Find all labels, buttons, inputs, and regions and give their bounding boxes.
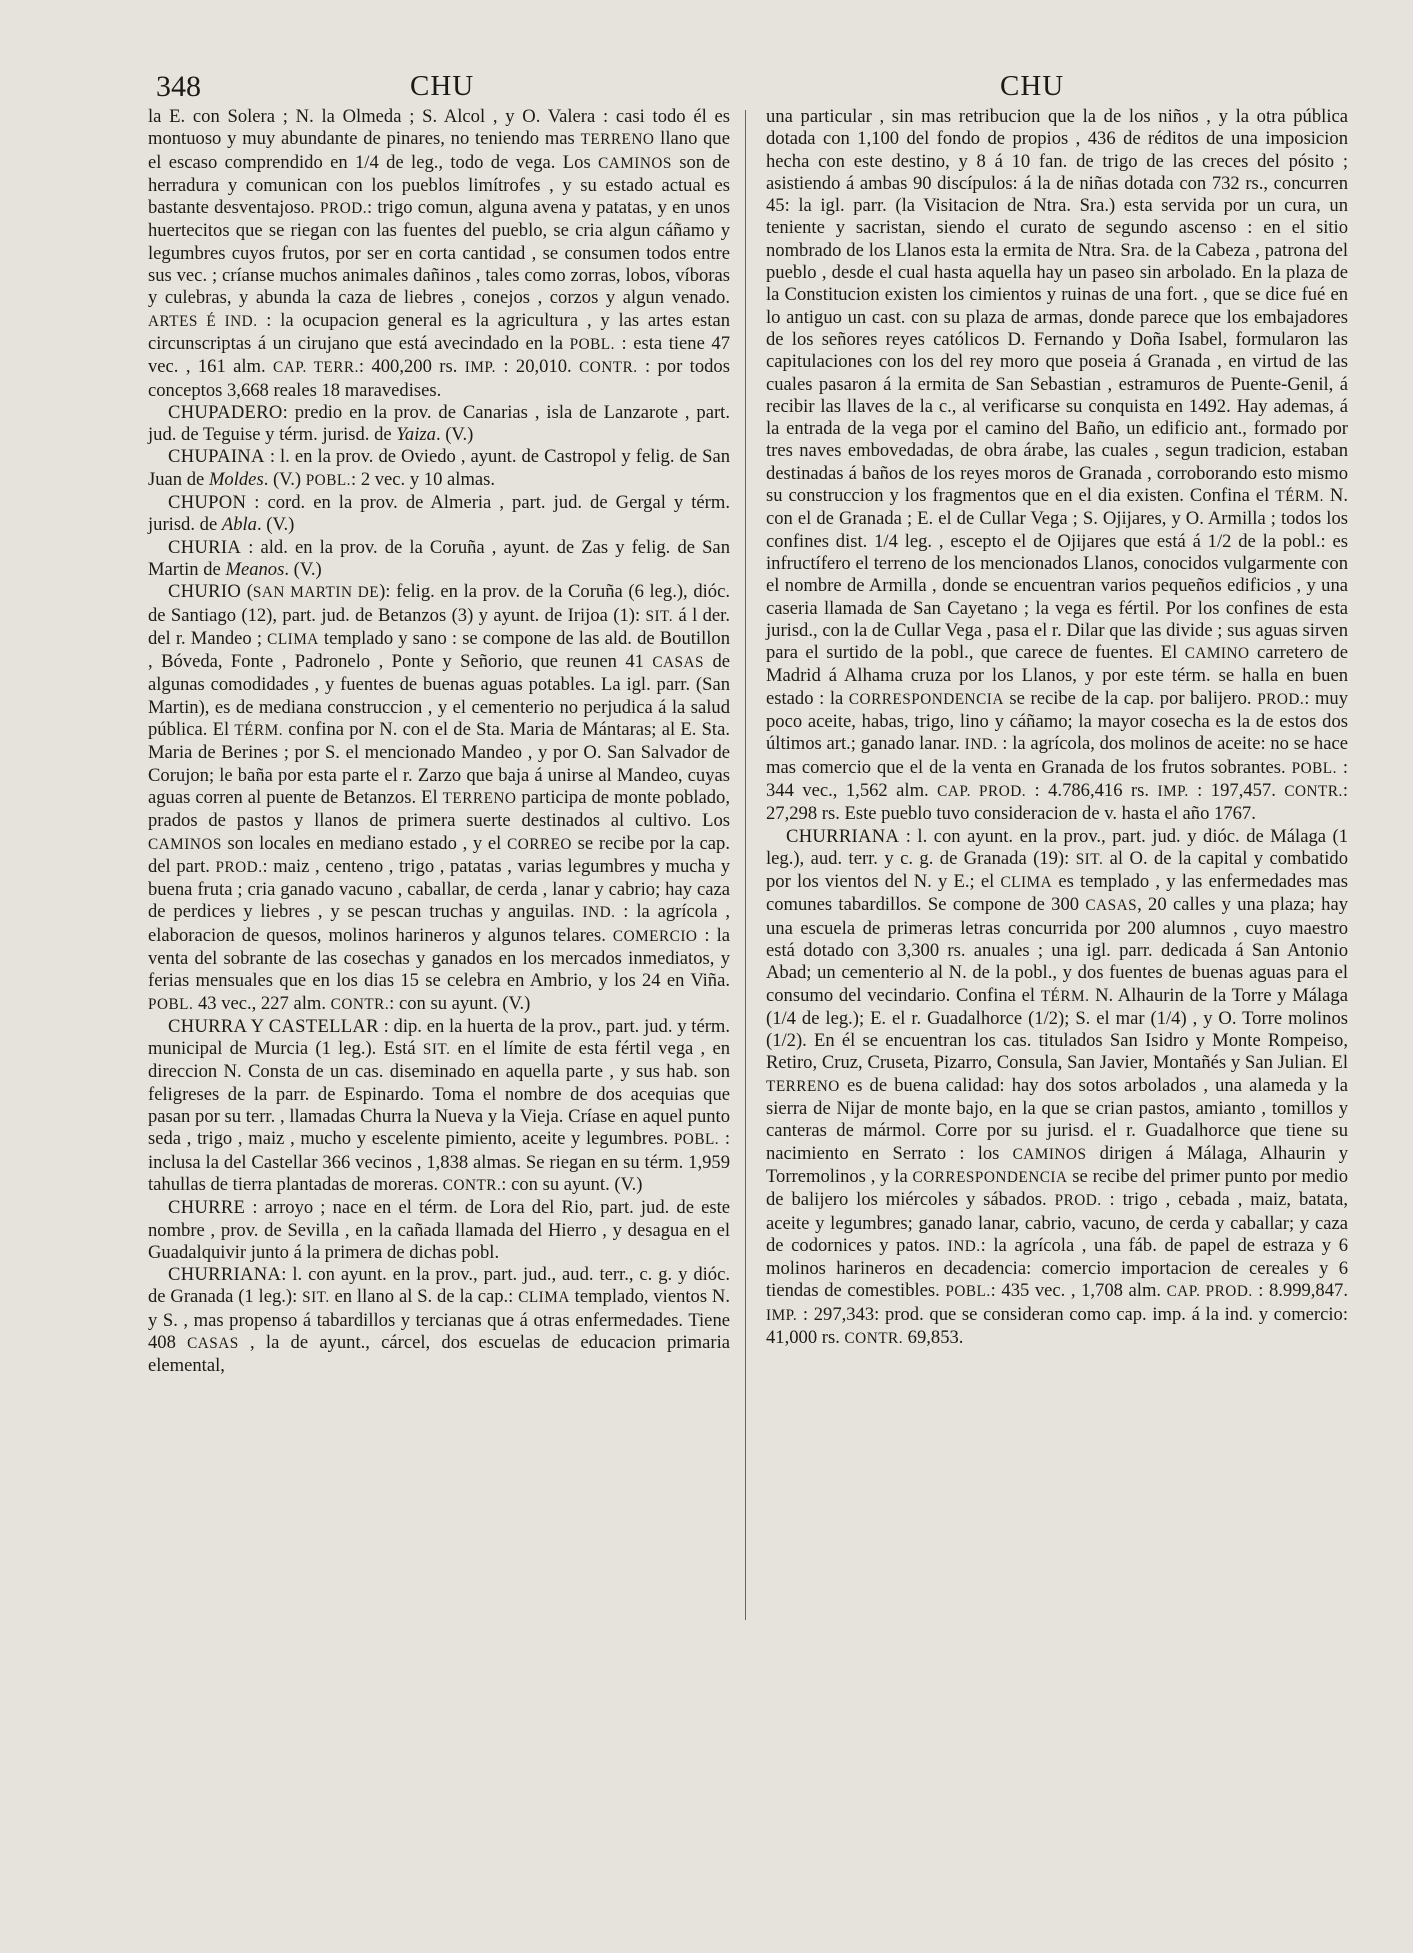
entry-text: ): felig. en la prov. de la Coruña (6 leg.), dióc. de Santiago (12), part. jud. de Betanzos (3) y ayunt. de Irijoa (1): (148, 581, 730, 626)
entry-text: : l. con ayunt. en la prov., part. jud., aud. terr., c. g. y dióc. de Granada (1 leg.): (148, 1264, 730, 1308)
small-caps-term: CAMINOS (1012, 1145, 1087, 1163)
small-caps-term: IND. (582, 904, 616, 922)
small-caps-term: CORRESPONDENCIA (848, 690, 1004, 708)
small-caps-term: IND. (964, 736, 998, 754)
small-caps-term: PROD. (1257, 690, 1305, 708)
entry-text: al O. de la capital y combatido por los vientos del N. y E.; el (766, 847, 1348, 893)
entry-churriana_granada (148, 1264, 730, 1377)
entry-text: : la ocupacion general es la agricultura , y las artes estan circunscriptas á un cirujano que está avecindado en la (148, 309, 730, 354)
entry-text: : arroyo ; nace en el térm. de Lora del Rio, part. jud. de este nombre , prov. de Sevilla , en la cañada llamada del Hierro , y desagua en el Guadalquivir junto á la primera de dichas pobl. (148, 1197, 730, 1263)
small-caps-term: POBL. (148, 995, 194, 1013)
small-caps-term: SIT. (1075, 850, 1104, 868)
entry-text: en llano al S. de la cap.: (329, 1286, 519, 1308)
entry-text: : con su ayunt. (V.) (389, 992, 531, 1014)
small-caps-term: IMP. (464, 359, 496, 377)
page-number: 348 (156, 70, 201, 103)
small-caps-term: PROD. (1054, 1192, 1102, 1210)
entry-text: : 20,010. (495, 356, 580, 378)
entry-text: : 297,343: prod. que se consideran como cap. imp. á la ind. y comercio: 41,000 rs. (766, 1303, 1348, 1349)
entry-text: á l der. del r. Mandeo ; (148, 604, 730, 649)
entry-text: se recibe del primer punto por medio de balijero los miércoles y sábados. (766, 1165, 1348, 1211)
entry-text: . (V.) (263, 468, 306, 490)
small-caps-term: CONTR. (579, 359, 638, 377)
small-caps-term: CAMINOS (598, 154, 672, 172)
italic-reference: Abla (221, 514, 257, 536)
small-caps-term: IMP. (766, 1306, 798, 1324)
entry-text: : 8.999,847. (1252, 1280, 1348, 1302)
entry-text: templado y sano : se compone de las ald. de Boutillon , Bóveda, Fonte , Padronelo , Ponte y Señorio, que reunen 41 (148, 627, 730, 673)
small-caps-term: CONTR. (844, 1330, 904, 1348)
right-column (766, 106, 1348, 1350)
entry-text: : 400,200 rs. (358, 356, 465, 378)
small-caps-term: CAP. PROD. (1166, 1283, 1253, 1301)
small-caps-term: CAMINO (1184, 645, 1250, 663)
entry-headword: CHUPON (168, 492, 247, 514)
entry-headword: CHUPAINA (168, 446, 265, 468)
entry-churia (148, 537, 730, 582)
small-caps-term: CORREO (507, 835, 572, 853)
entry-text: son locales en mediano estado , y el (221, 832, 508, 854)
entry-text: . (V.) (435, 424, 474, 446)
entry-text: en el límite de esta fértil vega , en direccion N. Consta de un cas. diseminado en aquella parte , y sus hab. son feligreses de la parr. de Espinardo. Toma el nombre de dos acequias que pasan por su terr. , llamadas Churra la Nueva y la Vieja. Críase en aquel punto seda , trigo , maiz , mucho y escelente pimiento, aceite y legumbres. (148, 1038, 730, 1150)
small-caps-term: PROD. (215, 858, 263, 876)
entry-text: la E. con Solera ; N. la Olmeda ; S. Alcol , y O. Valera : casi todo él es montuoso y muy abundante de pinares, no teniendo mas (148, 106, 730, 150)
small-caps-term: TERRENO (766, 1077, 840, 1095)
entry-text: de algunas comodidades , y fuentes de buenas aguas potables. La igl. parr. (San Martin), es de mediana construccion , y el cementerio no perjudica á la salud pública. El (148, 651, 731, 741)
small-caps-term: CAMINOS (148, 835, 222, 853)
entry-text: : inclusa la del Castellar 366 vecinos , 1,838 almas. Se riegan en su térm. 1,959 tahullas de tierra plantadas de moreras. (148, 1128, 730, 1195)
entry-headword: CHURRIANA (786, 825, 900, 847)
entry-text: . (V.) (256, 514, 295, 536)
entry-text: : maiz , centeno , trigo , patatas , varias legumbres y mucha y buena fruta ; cria ganado vacuno , caballar, de cerda , lanar y cabrio; hay caza de perdices y liebres , y se pescan truchas y anguilas. (148, 855, 730, 923)
small-caps-term: CONTR. (330, 995, 390, 1013)
entry-text: , 20 calles y una plaza; hay una escuela de primeras letras concurrida por 200 alumnos , cuyo maestro está dotado con 3,300 rs. anuales ; una igl. parr. dedicada á San Antonio Abad; un cementerio al N. de la pobl., y dos fuentes de buenas aguas para el consumo del vecindario. Confina el (766, 894, 1349, 1006)
entry-text: : con su ayunt. (V.) (501, 1173, 643, 1195)
small-caps-term: TÉRM. (1040, 987, 1090, 1005)
entry-text: una particular , sin mas retribucion que la de los niños , y la otra pública dotada con 1,100 del fondo de propios , 436 de réditos de una imposicion hecha con este destino, y 8 á 10 fan. de trigo de las creces del pósito ; asistiendo á ambas 90 discípulos: á la de niñas dotada con 732 rs., concurren 45: la igl. parr. (la Visitacion de Ntra. Sra.) esta servida por un cura, un teniente y sacristan, siendo el curato de segundo ascenso : en el sitio nombrado de los Llanos esta la ermita de Ntra. Sra. de la Cabeza , patrona del pueblo , desde el cual hasta aquella hay un paseo sin arbolado. En la plaza de la Constitucion existen los cimientos y ruinas de una fort. , que se dice fué en lo antiguo un cast. con su plaza de armas, donde parece que los embajadores de los señores reyes católicos D. Fernando y Doña Isabel, formularon las capitulaciones con los del rey moro que poseia á Granada , en virtud de las cuales pasaron á la ermita de San Sebastian , estramuros de Puente-Genil, á recibir las llaves de la c., al verificarse su conquista en 1492. Hay ademas, á la entrada de la vega por el camino del Baño, un edificio ant., formado por tres naves embovedadas, de obra árabe, las cuales , segun tradicion, estaban destinadas á baños de los reyes moros de Granada , corroborando esto mismo su construccion y los fragmentos que en el dia existen. Confina el (766, 106, 1348, 507)
entry-chupadero (148, 402, 730, 447)
entry-text: : 435 vec. , 1,708 alm. (990, 1280, 1167, 1302)
entry-text: se recibe por la cap. del part. (148, 832, 730, 877)
small-caps-term: CLIMA (518, 1289, 570, 1307)
column-divider (745, 110, 746, 1620)
small-caps-term: POBL. (1291, 759, 1337, 777)
entry-text: ( (241, 581, 253, 603)
entry-text: : dip. en la huerta de la prov., part. jud. y térm. municipal de Murcia (1 leg.). Está (148, 1015, 731, 1060)
italic-reference: Meanos (225, 558, 285, 580)
entry-text: dirigen á Málaga, Alhaurin y Torremolinos , y la (766, 1142, 1348, 1187)
entry-text: : 2 vec. y 10 almas. (351, 468, 496, 490)
entry-headword: CHURRE (168, 1197, 246, 1219)
small-caps-term: CONTR. (442, 1176, 502, 1194)
small-caps-term: CAP. TERR. (273, 359, 359, 377)
small-caps-term: TÉRM. (1275, 488, 1324, 506)
entry-headword: CHURIO (168, 581, 242, 603)
small-caps-term: POBL. (673, 1131, 720, 1149)
entry-text: se recibe de la cap. por balijero. (1003, 687, 1258, 709)
entry-text: : la agrícola , una fáb. de papel de estraza y 6 molinos harineros en decadencia: comercio importacion de cereales y 6 tiendas de comestibles. (766, 1234, 1348, 1302)
small-caps-term: SAN MARTIN DE (252, 584, 380, 602)
entry-text: : cord. en la prov. de Almeria , part. jud. de Gergal y térm. jurisd. de (148, 492, 730, 536)
entry-text: : esta tiene 47 vec. , 161 alm. (148, 332, 730, 378)
small-caps-term: SIT. (645, 607, 674, 625)
small-caps-term: TERRENO (580, 131, 655, 149)
entry-text: 43 vec., 227 alm. (193, 992, 331, 1014)
entry-text: : 27,298 rs. Este pueblo tuvo consideracion de v. hasta el año 1767. (766, 779, 1348, 825)
entry-text: : 4.786,416 rs. (1026, 779, 1158, 801)
entry-text: es de buena calidad: hay dos sotos arbolados , una alameda y la sierra de Nijar de monte bajo, en la que se crian pastos, amianto , tomillos y canteras de mármol. Corre por su jurisd. el r. Guadalhorce que tiene su nacimiento en Serrato : los (766, 1074, 1348, 1164)
entry-text: : predio en la prov. de Canarias , isla de Lanzarote , part. jud. de Teguise y térm. jurisd. de (148, 401, 730, 446)
entry-text: : l. en la prov. de Oviedo , ayunt. de Castropol y felig. de San Juan de (148, 446, 730, 490)
entry-text: : ald. en la prov. de la Coruña , ayunt. de Zas y felig. de San Martin de (148, 536, 730, 580)
entry-text: : 344 vec., 1,562 alm. (766, 756, 1348, 801)
entry-text: 69,853. (903, 1327, 964, 1349)
small-caps-term: CASAS (1085, 897, 1138, 915)
entry-text: : la agrícola , elaboracion de quesos, molinos harineros y algunos telares. (148, 901, 730, 946)
right-running-head: CHU (1000, 70, 1065, 102)
entry-text: participa de monte poblado, prados de pastos y llanos de primera suerte destinados al cultivo. Los (148, 786, 730, 832)
small-caps-term: POBL. (945, 1283, 991, 1301)
entry-text: : trigo comun, alguna avena y patatas, y en unos huertecitos que se riegan con las fuentes del pueblo, se cria algun cáñamo y legumbres cuyos frutos, por ser en corta cantidad , se consumen todos entre sus vec. ; críanse muchos animales dañinos , tales como zorras, lobos, víboras y culebras, y abunda la caza de liebres , conejos , corzos y algun venado. (148, 197, 730, 309)
entry-chupaina (148, 446, 730, 492)
entry-churio (148, 581, 730, 1016)
entry-text: N. con el de Granada ; E. el de Cullar Vega ; S. Ojijares, y O. Armilla ; todos los confines dist. 1/4 leg. , escepto el de Ojijares que está á 1/2 de la pobl.: es infructífero el terreno de los mencionados Llanos, conocidos vulgarmente con el nombre de Armilla , donde se encuentran varios pequeños edificios , y una caseria llamada de San Cayetano ; la vega es fértil. Por los confines de esta jurisd., con la de Cullar Vega , pasa el r. Dilar que las divide ; sus aguas sirven para el surtido de la pobl., que carece de fuentes. El (766, 485, 1349, 664)
left-running-head: CHU (410, 70, 475, 102)
entry-text: : 197,457. (1188, 779, 1285, 801)
entry-text: : muy poco aceite, habas, trigo, lino y cáñamo; la mayor cosecha es la de estos dos últimos art.; ganado lanar. (766, 687, 1349, 755)
small-caps-term: IND. (947, 1237, 981, 1255)
left-column (148, 106, 730, 1378)
entry-text: N. Alhaurin de la Torre y Málaga (1/4 de leg.); E. el r. Guadalhorce (1/2); S. el mar (1/4) , y O. Torre molinos (1/2). En él se encuentran los cas. titulados San Isidro y Monte Rompeiso, Retiro, Cruz, Cruseta, Pizarro, Consula, San Javier, Montañés y San Julian. El (766, 984, 1348, 1074)
small-caps-term: CORRESPONDENCIA (912, 1168, 1068, 1186)
small-caps-term: CAP. PROD. (937, 782, 1027, 800)
entry-headword: CHURRIANA (168, 1264, 282, 1286)
small-caps-term: POBL. (569, 335, 615, 353)
small-caps-term: CLIMA (1000, 874, 1053, 892)
small-caps-term: ARTES É IND. (148, 312, 258, 330)
entry-churra_castellar (148, 1016, 730, 1197)
entry-text: carretero de Madrid á Alhama cruza por los Llanos, y por este térm. se halla en buen estado : la (766, 642, 1348, 709)
entry-text: : por todos conceptos 3,668 reales 18 maravedises. (148, 356, 730, 401)
entry-headword: CHURIA (168, 536, 242, 558)
entry-text: , la de ayunt., cárcel, dos escuelas de educacion primaria elemental, (148, 1332, 730, 1377)
entry-text: : trigo , cebada , maiz, batata, aceite y legumbres; ganado lanar, cabrio, vacuno, de cerda y caballar; y caza de codornices y patos. (766, 1189, 1348, 1256)
entry-headword: CHURRA Y CASTELLAR (168, 1015, 379, 1037)
small-caps-term: SIT. (302, 1289, 330, 1307)
small-caps-term: SIT. (422, 1041, 451, 1059)
entry-text: : la venta del sobrante de las cosechas y ganados en los mercados inmediatos, y ferias mensuales que en los dias 15 se celebra en Ambrio, y los 24 en Viña. (148, 924, 730, 992)
entry-text: : l. con ayunt. en la prov., part. jud. y dióc. de Málaga (1 leg.), aud. terr. y c. g. de Granada (19): (766, 825, 1348, 869)
entry-text: templado, vientos N. y S. , mas propenso á tabardillos y tercianas que á otras enfermedades. Tiene 408 (148, 1286, 730, 1354)
small-caps-term: TERRENO (442, 789, 517, 807)
italic-reference: Yaiza (396, 424, 436, 446)
entry-headword: CHUPADERO (168, 401, 283, 423)
small-caps-term: CONTR. (1284, 782, 1343, 800)
entry-text: . (V.) (284, 558, 322, 580)
small-caps-term: POBL. (305, 471, 351, 489)
entry-churriana_malaga (766, 826, 1348, 1351)
entry-churre (148, 1197, 730, 1264)
entry-text: : la agrícola, dos molinos de aceite: no se hace mas comercio que el de la venta en Granada de los frutos sobrantes. (766, 733, 1348, 778)
entry-text: es templado , y las enfermedades mas comunes tabardillos. Se compone de 300 (766, 871, 1348, 916)
small-caps-term: CLIMA (267, 630, 319, 648)
entry-text: confina por N. con el de Sta. Maria de Mántaras; al E. Sta. Maria de Berines ; por S. el mencionado Mandeo , y por O. San Salvador de Corujon; le baña por esta parte el r. Zarzo que baja á unirse al Mandeo, cuyas aguas corren al puente de Betanzos. El (148, 719, 730, 808)
entry-text: llano que el escaso comprendido en 1/4 de leg., todo de vega. Los (148, 128, 730, 173)
small-caps-term: TÉRM. (234, 722, 284, 740)
entry-churriana_granada_cont (766, 106, 1348, 826)
entry-solera_cont (148, 106, 730, 402)
entry-chupon (148, 492, 730, 537)
small-caps-term: COMERCIO (612, 927, 698, 945)
small-caps-term: CASAS (652, 654, 705, 672)
italic-reference: Moldes (208, 468, 264, 490)
small-caps-term: CASAS (187, 1335, 239, 1353)
entry-text: son de herradura y comunican con los pueblos limítrofes , y su estado actual es bastante desventajoso. (148, 151, 730, 219)
small-caps-term: IMP. (1157, 782, 1189, 800)
page-header (0, 70, 1413, 110)
small-caps-term: PROD. (320, 200, 368, 218)
